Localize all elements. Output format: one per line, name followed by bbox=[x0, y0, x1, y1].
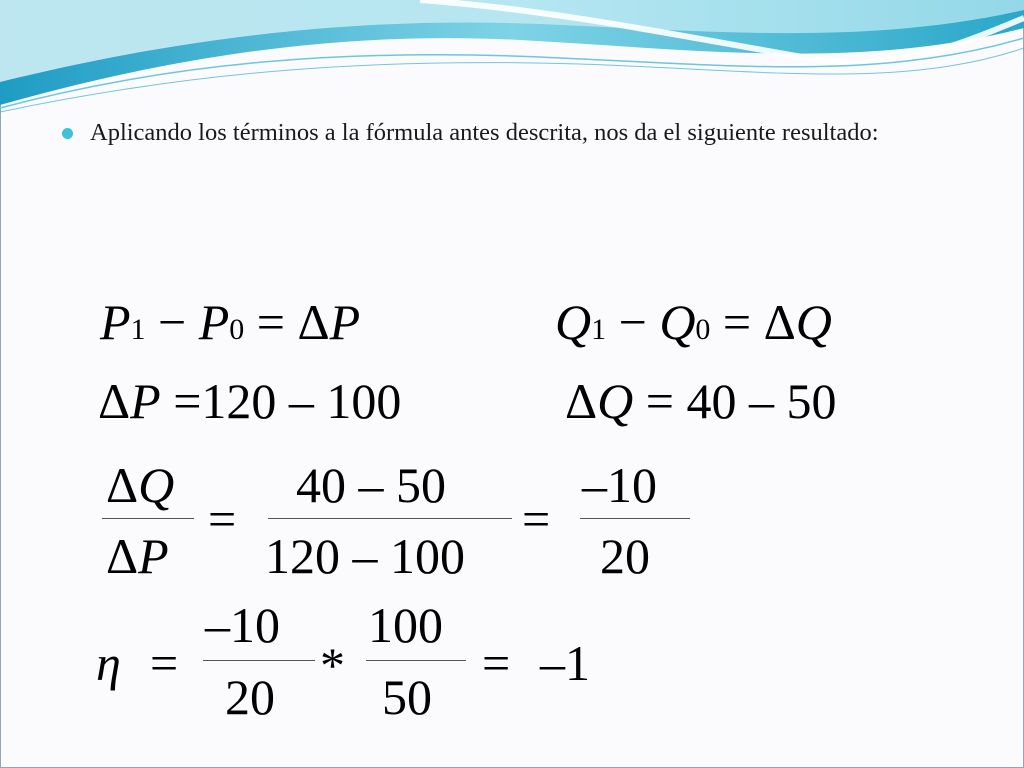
fraction1-numerator: ΔQ bbox=[106, 457, 175, 513]
fraction3-numerator: –10 bbox=[582, 457, 657, 513]
equation-row2-left: ΔP =120 – 100 bbox=[98, 373, 402, 429]
equation-row1-right: Q1 − Q0 = ΔQ bbox=[555, 294, 832, 350]
eta-symbol: η bbox=[96, 635, 121, 691]
fraction3-bar bbox=[580, 518, 690, 519]
fraction2-numerator: 40 – 50 bbox=[296, 457, 446, 513]
equals-sign-4: = bbox=[482, 635, 511, 691]
multiply-sign: * bbox=[320, 637, 345, 693]
fraction4-bar bbox=[203, 660, 315, 661]
fraction2-bar bbox=[268, 518, 512, 519]
fraction5-bar bbox=[366, 660, 466, 661]
fraction3-denominator: 20 bbox=[600, 528, 650, 584]
bullet-icon bbox=[62, 128, 73, 139]
equation-row1-left: P1 − P0 = ΔP bbox=[100, 294, 361, 350]
equals-sign-1: = bbox=[208, 491, 237, 547]
bullet-item bbox=[62, 118, 922, 148]
equals-sign-2: = bbox=[522, 491, 551, 547]
equation-row2-right: ΔQ = 40 – 50 bbox=[565, 373, 837, 429]
fraction1-bar bbox=[102, 518, 194, 519]
decorative-wave-header bbox=[0, 0, 1024, 120]
fraction4-denominator: 20 bbox=[225, 669, 275, 725]
bullet-text: Aplicando los términos a la fórmula antes descrita, nos da el siguiente resultado: bbox=[90, 119, 879, 146]
fraction1-denominator: ΔP bbox=[106, 528, 169, 584]
fraction5-denominator: 50 bbox=[382, 669, 432, 725]
equals-sign-3: = bbox=[150, 635, 179, 691]
fraction5-numerator: 100 bbox=[368, 597, 443, 653]
fraction4-numerator: –10 bbox=[205, 597, 280, 653]
result-value: –1 bbox=[540, 635, 590, 691]
fraction2-denominator: 120 – 100 bbox=[265, 528, 465, 584]
